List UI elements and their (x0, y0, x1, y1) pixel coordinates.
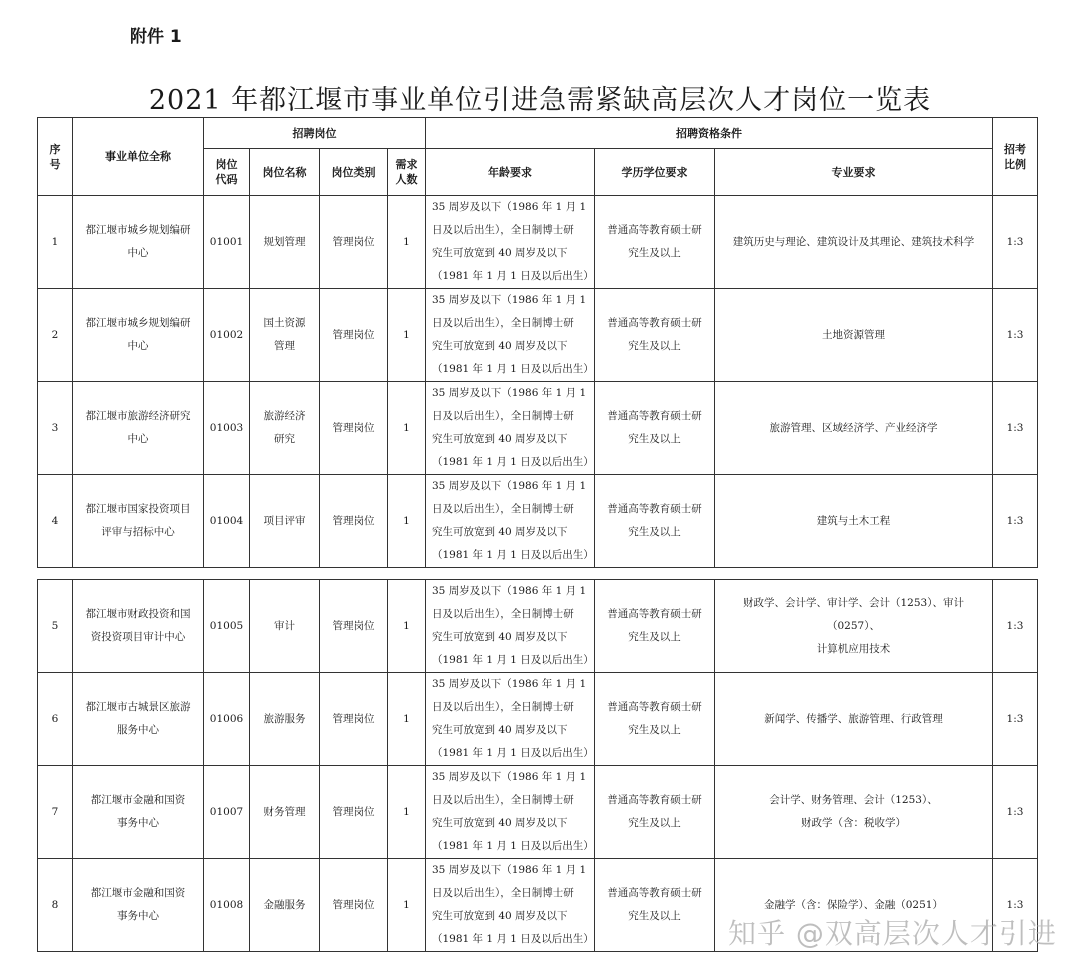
cell-position-name: 项目评审 (250, 475, 320, 568)
table-row (38, 673, 1038, 766)
table-row (38, 196, 1038, 289)
cell-count: 1 (388, 196, 426, 289)
header-position-group: 招聘岗位 (204, 118, 426, 149)
cell-education: 普通高等教育硕士研 究生及以上 (595, 766, 715, 859)
cell-age: 35 周岁及以下（1986 年 1 月 1 日及以后出生），全日制博士研 究生可放宽到 40 周岁及以下 （1981 年 1 月 1 日及以后出生） (426, 580, 595, 673)
cell-count: 1 (388, 580, 426, 673)
cell-seq: 7 (38, 766, 73, 859)
header-seq: 序 号 (38, 118, 73, 196)
cell-position-name: 金融服务 (250, 859, 320, 952)
header-count: 需求 人数 (388, 149, 426, 196)
cell-ratio: 1:3 (993, 382, 1038, 475)
cell-seq: 5 (38, 580, 73, 673)
cell-position-type: 管理岗位 (320, 859, 388, 952)
cell-count: 1 (388, 475, 426, 568)
cell-age: 35 周岁及以下（1986 年 1 月 1 日及以后出生），全日制博士研 究生可放宽到 40 周岁及以下 （1981 年 1 月 1 日及以后出生） (426, 475, 595, 568)
cell-code: 01001 (204, 196, 250, 289)
cell-count: 1 (388, 673, 426, 766)
cell-count: 1 (388, 382, 426, 475)
cell-position-type: 管理岗位 (320, 475, 388, 568)
cell-position-name: 国土资源 管理 (250, 289, 320, 382)
cell-position-type: 管理岗位 (320, 766, 388, 859)
cell-major: 旅游管理、区域经济学、产业经济学 (715, 382, 993, 475)
cell-position-name: 规划管理 (250, 196, 320, 289)
cell-unit: 都江堰市城乡规划编研 中心 (73, 289, 204, 382)
cell-major: 建筑历史与理论、建筑设计及其理论、建筑技术科学 (715, 196, 993, 289)
page-title: 2021 年都江堰市事业单位引进急需紧缺高层次人才岗位一览表 (148, 85, 932, 116)
cell-position-type: 管理岗位 (320, 382, 388, 475)
cell-position-type: 管理岗位 (320, 289, 388, 382)
cell-age: 35 周岁及以下（1986 年 1 月 1 日及以后出生），全日制博士研 究生可放宽到 40 周岁及以下 （1981 年 1 月 1 日及以后出生） (426, 673, 595, 766)
cell-position-type: 管理岗位 (320, 580, 388, 673)
cell-code: 01003 (204, 382, 250, 475)
cell-age: 35 周岁及以下（1986 年 1 月 1 日及以后出生），全日制博士研 究生可放宽到 40 周岁及以下 （1981 年 1 月 1 日及以后出生） (426, 196, 595, 289)
cell-major: 会计学、财务管理、会计（1253）、 财政学（含：税收学） (715, 766, 993, 859)
header-unit: 事业单位全称 (73, 118, 204, 196)
cell-unit: 都江堰市旅游经济研究 中心 (73, 382, 204, 475)
cell-ratio: 1:3 (993, 859, 1038, 952)
cell-major: 建筑与土木工程 (715, 475, 993, 568)
table-row (38, 766, 1038, 859)
cell-major: 新闻学、传播学、旅游管理、行政管理 (715, 673, 993, 766)
table-body-page1 (38, 196, 1038, 568)
header-pos-type: 岗位类别 (320, 149, 388, 196)
cell-position-name: 审计 (250, 580, 320, 673)
cell-ratio: 1:3 (993, 196, 1038, 289)
header-ratio: 招考 比例 (993, 118, 1038, 196)
cell-age: 35 周岁及以下（1986 年 1 月 1 日及以后出生），全日制博士研 究生可放宽到 40 周岁及以下 （1981 年 1 月 1 日及以后出生） (426, 382, 595, 475)
cell-code: 01002 (204, 289, 250, 382)
cell-education: 普通高等教育硕士研 究生及以上 (595, 580, 715, 673)
header-code: 岗位 代码 (204, 149, 250, 196)
cell-education: 普通高等教育硕士研 究生及以上 (595, 673, 715, 766)
cell-unit: 都江堰市古城景区旅游 服务中心 (73, 673, 204, 766)
header-edu: 学历学位要求 (595, 149, 715, 196)
cell-position-name: 旅游经济 研究 (250, 382, 320, 475)
cell-seq: 1 (38, 196, 73, 289)
cell-age: 35 周岁及以下（1986 年 1 月 1 日及以后出生），全日制博士研 究生可放宽到 40 周岁及以下 （1981 年 1 月 1 日及以后出生） (426, 289, 595, 382)
cell-code: 01007 (204, 766, 250, 859)
cell-code: 01004 (204, 475, 250, 568)
cell-unit: 都江堰市财政投资和国 资投资项目审计中心 (73, 580, 204, 673)
cell-code: 01006 (204, 673, 250, 766)
cell-major: 金融学（含：保险学）、金融（0251） (715, 859, 993, 952)
header-pos-name: 岗位名称 (250, 149, 320, 196)
cell-count: 1 (388, 766, 426, 859)
cell-code: 01008 (204, 859, 250, 952)
cell-seq: 4 (38, 475, 73, 568)
cell-unit: 都江堰市国家投资项目 评审与招标中心 (73, 475, 204, 568)
cell-count: 1 (388, 289, 426, 382)
cell-unit: 都江堰市城乡规划编研 中心 (73, 196, 204, 289)
cell-position-name: 旅游服务 (250, 673, 320, 766)
cell-ratio: 1:3 (993, 766, 1038, 859)
positions-table-page1 (37, 117, 1038, 568)
cell-count: 1 (388, 859, 426, 952)
cell-age: 35 周岁及以下（1986 年 1 月 1 日及以后出生），全日制博士研 究生可放宽到 40 周岁及以下 （1981 年 1 月 1 日及以后出生） (426, 859, 595, 952)
table-row (38, 289, 1038, 382)
table-row (38, 580, 1038, 673)
table-row (38, 475, 1038, 568)
header-major: 专业要求 (715, 149, 993, 196)
cell-seq: 2 (38, 289, 73, 382)
cell-seq: 8 (38, 859, 73, 952)
header-qualification-group: 招聘资格条件 (426, 118, 993, 149)
cell-education: 普通高等教育硕士研 究生及以上 (595, 382, 715, 475)
cell-seq: 3 (38, 382, 73, 475)
cell-ratio: 1:3 (993, 673, 1038, 766)
cell-position-name: 财务管理 (250, 766, 320, 859)
cell-unit: 都江堰市金融和国资 事务中心 (73, 766, 204, 859)
cell-education: 普通高等教育硕士研 究生及以上 (595, 289, 715, 382)
cell-education: 普通高等教育硕士研 究生及以上 (595, 196, 715, 289)
cell-education: 普通高等教育硕士研 究生及以上 (595, 475, 715, 568)
positions-table-page2 (37, 579, 1038, 952)
table-row (38, 382, 1038, 475)
cell-ratio: 1:3 (993, 289, 1038, 382)
header-age: 年龄要求 (426, 149, 595, 196)
cell-education: 普通高等教育硕士研 究生及以上 (595, 859, 715, 952)
attachment-label: 附件 1 (130, 27, 182, 47)
cell-unit: 都江堰市金融和国资 事务中心 (73, 859, 204, 952)
cell-position-type: 管理岗位 (320, 673, 388, 766)
watermark: 知乎 @双高层次人才引进 (728, 917, 1057, 950)
cell-age: 35 周岁及以下（1986 年 1 月 1 日及以后出生），全日制博士研 究生可放宽到 40 周岁及以下 （1981 年 1 月 1 日及以后出生） (426, 766, 595, 859)
cell-code: 01005 (204, 580, 250, 673)
cell-major: 财政学、会计学、审计学、会计（1253）、审计（0257）、 计算机应用技术 (715, 580, 993, 673)
table-body-page2 (38, 580, 1038, 952)
cell-seq: 6 (38, 673, 73, 766)
cell-major: 土地资源管理 (715, 289, 993, 382)
cell-ratio: 1:3 (993, 580, 1038, 673)
cell-position-type: 管理岗位 (320, 196, 388, 289)
cell-ratio: 1:3 (993, 475, 1038, 568)
